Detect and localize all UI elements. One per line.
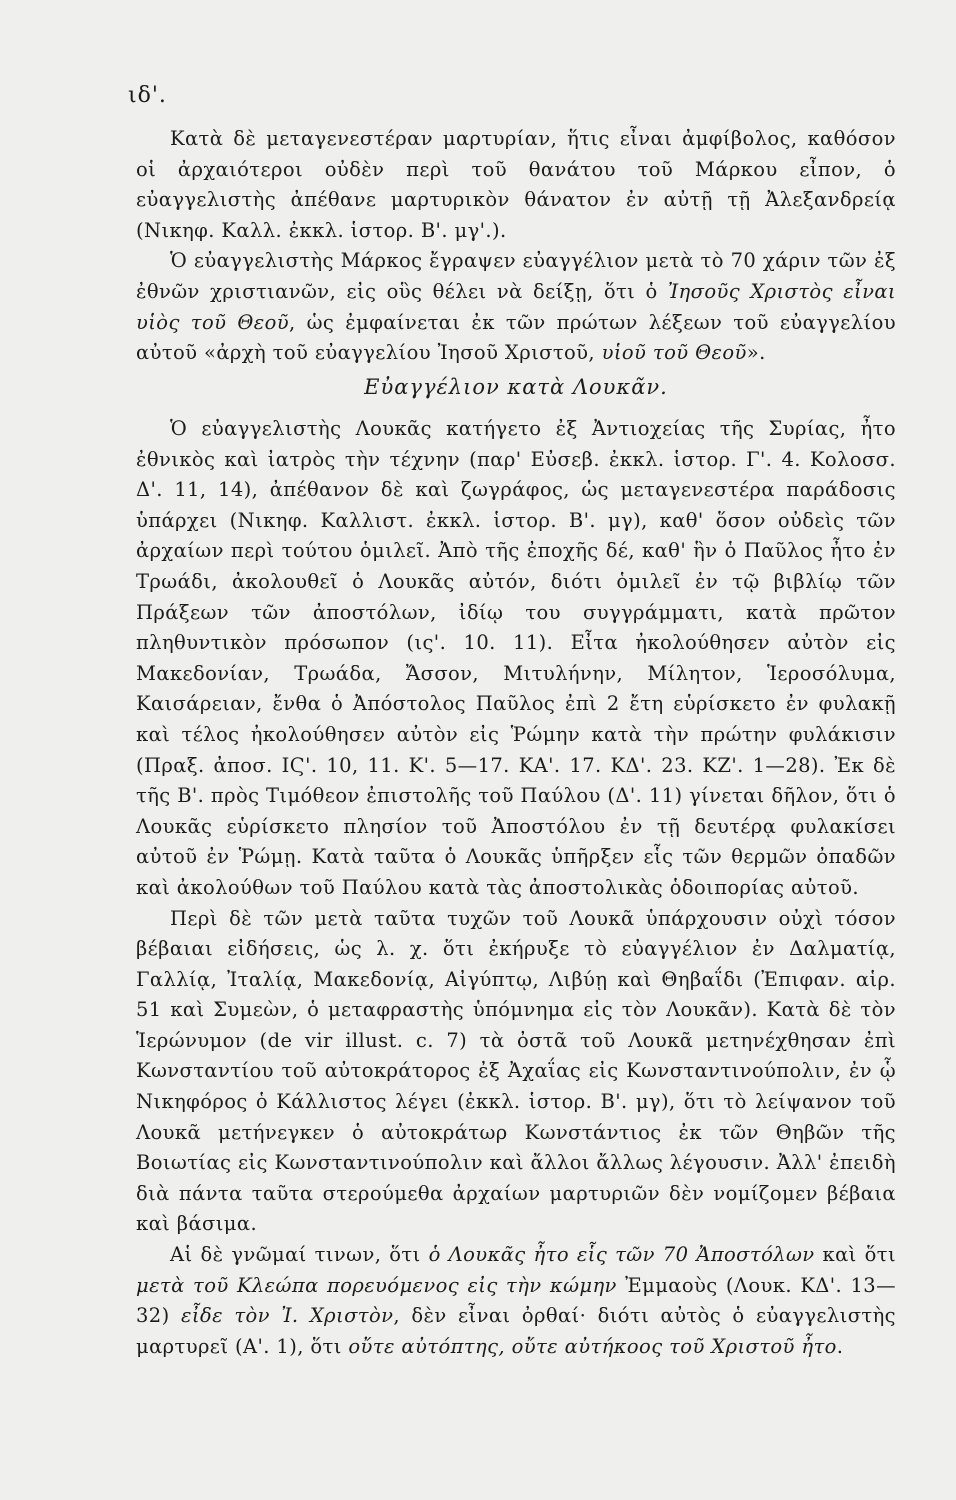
paragraph-marcus-death: Κατὰ δὲ μεταγενεστέραν μαρτυρίαν, ἥτις εἶναι ἀμφίβολος, καθόσον οἱ ἀρχαιότεροι οὐδὲν περὶ τοῦ θανάτου τοῦ Μάρκου εἶπον, ὁ εὐαγγελιστὴς ἀπέθανε μαρτυρικὸν θάνατον ἐν αὐτῇ τῇ Ἀλεξανδρείᾳ (Νικηφ. Καλλ. ἐκκλ. ἱστορ. Β'. μγ'.). <box>136 127 896 242</box>
italic-run: οὔτε αὐτόπτης, οὔτε αὐτήκοος τοῦ Χριστοῦ ἦτο <box>348 1334 837 1358</box>
text-run: Αἱ δὲ γνῶμαί τινων, ὅτι <box>170 1243 429 1267</box>
text-run: , ὡς ἐμφαίνεται ἐκ τῶν πρώτων λέξεων τοῦ εὐαγγελίου αὐτοῦ «ἀρχὴ τοῦ εὐαγγελίου Ἰησοῦ Χριστοῦ, <box>136 310 896 365</box>
text-block-lower <box>136 414 896 1362</box>
paragraph-luke-later: Περὶ δὲ τῶν μετὰ ταῦτα τυχῶν τοῦ Λουκᾶ ὑπάρχουσιν οὐχὶ τόσον βέβαιαι εἰδήσεις, ὡς λ. χ. ὅτι ἐκήρυξε τὸ εὐαγγέλιον ἐν Δαλματίᾳ, Γαλλίᾳ, Ἰταλίᾳ, Μακεδονίᾳ, Αἰγύπτῳ, Λιβύῃ καὶ Θηβαΐδι (Ἐπιφαν. αἱρ. 51 καὶ Συμεὼν, ὁ μεταφραστὴς ὑπόμνημα εἰς τὸν Λουκᾶν). Κατὰ δὲ τὸν Ἱερώνυμον (de vir illust. c. 7) τὰ ὀστᾶ τοῦ Λουκᾶ μετηνέχθησαν ἐπὶ Κωνσταντίου τοῦ αὐτοκράτορος ἐξ Ἀχαΐας εἰς Κωνσταντινούπολιν, ἐν ᾧ Νικηφόρος ὁ Κάλλιστος λέγει (ἐκκλ. ἱστορ. Β'. μγ), ὅτι τὸ λείψανον τοῦ Λουκᾶ μετήνεγκεν ὁ αὐτοκράτωρ Κωνστάντιος ἐκ τῶν Θηβῶν τῆς Βοιωτίας εἰς Κωνσταντινούπολιν καὶ ἄλλοι ἄλλως λέγουσιν. Ἀλλ' ἐπειδὴ διὰ πάντα ταῦτα στερούμεθα ἀρχαίων μαρτυριῶν δὲν νομίζομεν βέβαια καὶ βάσιμα. <box>136 906 896 1236</box>
text-run: Ὁ εὐαγγελιστὴς Μάρκος ἔγραψεν εὐαγγέλιον μετὰ τὸ 70 χάριν τῶν ἐξ ἐθνῶν χριστιανῶν, εἰς οὓς θέλει νὰ δείξῃ, ὅτι ὁ <box>136 249 896 303</box>
page-number: ιδ'. <box>128 83 167 108</box>
text-run: , δὲν εἶναι ὀρθαί· διότι αὐτὸς ὁ εὐαγγελιστὴς μαρτυρεῖ (Α'. 1), ὅτι <box>136 1304 896 1358</box>
italic-run: Ἰησοῦς Χριστὸς εἶναι υἱὸς τοῦ Θεοῦ <box>136 279 896 334</box>
text-run: Ἐμμαοὺς (Λουκ. ΚΔ'. 13—32) <box>136 1273 896 1328</box>
italic-run: υἱοῦ τοῦ Θεοῦ <box>601 341 747 365</box>
text-run: καὶ ὅτι <box>814 1243 896 1267</box>
section-heading: Εὐαγγέλιον κατὰ Λουκᾶν. <box>364 375 668 399</box>
italic-run: ὁ Λουκᾶς ἦτο εἷς τῶν 70 Ἀποστόλων <box>428 1243 815 1267</box>
text-block-upper <box>136 124 896 369</box>
text-run: . <box>836 1334 844 1358</box>
paragraph-luke-opinions <box>136 1240 896 1362</box>
text-run: ». <box>746 341 766 365</box>
paragraph-marcus-gospel <box>136 246 896 368</box>
italic-run: εἶδε τὸν Ἰ. Χριστὸν <box>181 1304 394 1328</box>
paragraph-luke-life: Ὁ εὐαγγελιστὴς Λουκᾶς κατήγετο ἐξ Ἀντιοχείας τῆς Συρίας, ἦτο ἐθνικὸς καὶ ἰατρὸς τὴν τέχνην (παρ' Εὐσεβ. ἐκκλ. ἱστορ. Γ'. 4. Κολοσσ. Δ'. 11, 14), ἀπέθανον δὲ καὶ ζωγράφος, ὡς μεταγενεστέρα παράδοσις ὑπάρχει (Νικηφ. Καλλιστ. ἐκκλ. ἱστορ. Β'. μγ), καθ' ὅσον οὐδεὶς τῶν ἀρχαίων περὶ τούτου ὁμιλεῖ. Ἀπὸ τῆς ἐποχῆς δέ, καθ' ἣν ὁ Παῦλος ἦτο ἐν Τρωάδι, ἀκολουθεῖ ὁ Λουκᾶς αὐτόν, διότι ὁμιλεῖ ἐν τῷ βιβλίῳ τῶν Πράξεων τῶν ἀποστόλων, ἰδίῳ του συγγράμματι, κατὰ πρῶτον πληθυντικὸν πρόσωπον (ις'. 10. 11). Εἶτα ἠκολούθησεν αὐτὸν εἰς Μακεδονίαν, Τρωάδα, Ἄσσον, Μιτυλήνην, Μίλητον, Ἱεροσόλυμα, Καισάρειαν, ἔνθα ὁ Ἀπόστολος Παῦλος ἐπὶ 2 ἔτη εὑρίσκετο ἐν φυλακῇ καὶ τέλος ἠκολούθησεν αὐτὸν εἰς Ῥώμην κατὰ τὴν πρώτην φυλάκισιν (Πραξ. ἀποσ. ΙϚ'. 10, 11. Κ'. 5—17. ΚΑ'. 17. ΚΔ'. 23. ΚΖ'. 1—28). Ἐκ δὲ τῆς Β'. πρὸς Τιμόθεον ἐπιστολῆς τοῦ Παύλου (Δ'. 11) γίνεται δῆλον, ὅτι ὁ Λουκᾶς εὑρίσκετο πλησίον τοῦ Ἀποστόλου ἐν τῇ δευτέρᾳ φυλακίσει αὐτοῦ ἐν Ῥώμῃ. Κατὰ ταῦτα ὁ Λουκᾶς ὑπῆρξεν εἷς τῶν θερμῶν ὀπαδῶν καὶ ἀκολούθων τοῦ Παύλου κατὰ τὰς ἀποστολικὰς ὁδοιπορίας αὐτοῦ. <box>136 417 897 899</box>
italic-run: μετὰ τοῦ Κλεώπα πορευόμενος εἰς τὴν κώμην <box>136 1273 617 1297</box>
